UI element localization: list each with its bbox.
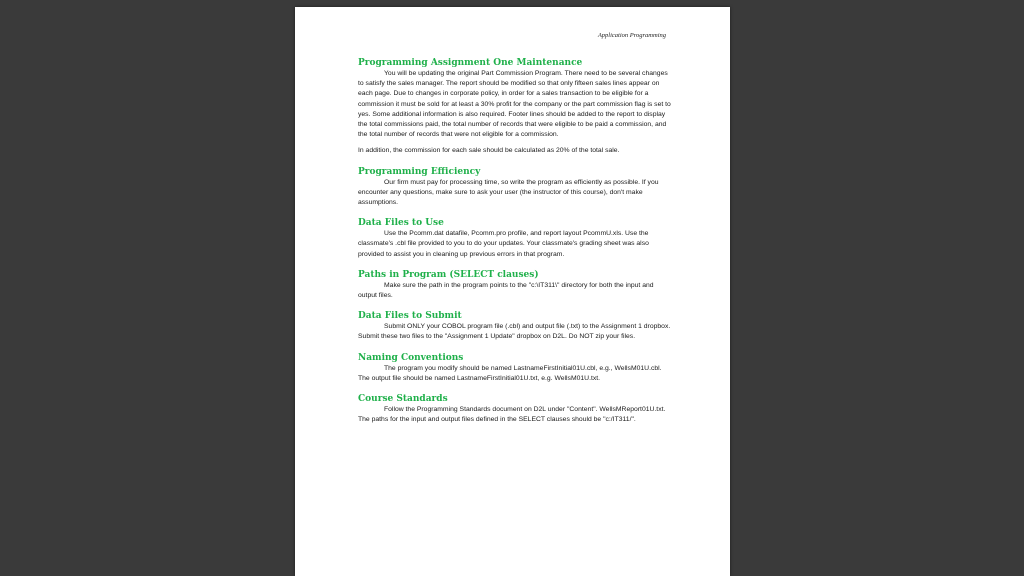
section-heading: Programming Assignment One Maintenance	[358, 58, 583, 68]
section-paths-in-program	[358, 269, 673, 301]
section-paragraph: Submit ONLY your COBOL program file (.cbl) and output file (.txt) to the Assignment 1 dropbox. Submit these two files to the "Assignment 1 Update" dropbox on D2L. Do NOT zip your files.	[358, 323, 671, 341]
section-heading: Naming Conventions	[358, 352, 464, 363]
section-naming-conventions	[358, 352, 673, 384]
section-heading: Data Files to Use	[358, 218, 444, 229]
document-page	[295, 7, 730, 576]
document-body	[358, 57, 673, 434]
section-course-standards	[358, 393, 673, 425]
section-paragraph: In addition, the commission for each sale should be calculated as 20% of the total sale.	[358, 147, 620, 155]
section-programming-efficiency	[358, 166, 673, 209]
section-assignment-maintenance	[358, 57, 673, 157]
section-data-files-to-use	[358, 217, 673, 260]
section-data-files-to-submit	[358, 310, 673, 342]
section-paragraph: Use the Pcomm.dat datafile, Pcomm.pro profile, and report layout PcommU.xls. Use the classmate's .cbl file provided to you to do your updates. Your classmate's grading sheet was also provided to assist you in cleaning up previous errors in that program.	[358, 230, 649, 258]
section-heading: Programming Efficiency	[358, 166, 481, 177]
section-heading: Data Files to Submit	[358, 311, 462, 322]
section-paragraph: You will be updating the original Part Commission Program. There need to be several changes to satisfy the sales manager. The report should be modified so that only fifteen sales lines appear on each page. Due to changes in corporate policy, in order for a sales transaction to be eligible for a commission it must be sold for at least a 30% profit for the company or the part commission flag is set to yes. Some additional information is also required. Footer lines should be added to the report to display the total commissions paid, the total number of records that were eligible to be paid a commission, and the total number of records that were not eligible for a commission.	[358, 70, 671, 139]
section-paragraph: Our firm must pay for processing time, so write the program as efficiently as possible. If you encounter any questions, make sure to ask your user (the instructor of this course), don't make assumptions.	[358, 178, 659, 207]
section-paragraph: Make sure the path in the program points to the "c:\IT311\" directory for both the input and output files.	[358, 281, 654, 300]
section-heading: Course Standards	[358, 394, 448, 405]
section-paragraph: The program you modify should be named LastnameFirstInitial01U.cbl, e.g., WellsM01U.cbl. The output file should be named LastnameFirstInitial01U.txt, e.g. WellsM01U.txt.	[358, 364, 662, 382]
section-heading: Paths in Program (SELECT clauses)	[358, 269, 539, 280]
section-paragraph: Follow the Programming Standards document on D2L under "Content". WellsMReport01U.txt. The paths for the input and output files defined in the SELECT clauses should be "c:/IT311/".	[358, 406, 666, 424]
running-head: Application Programming	[597, 32, 666, 39]
